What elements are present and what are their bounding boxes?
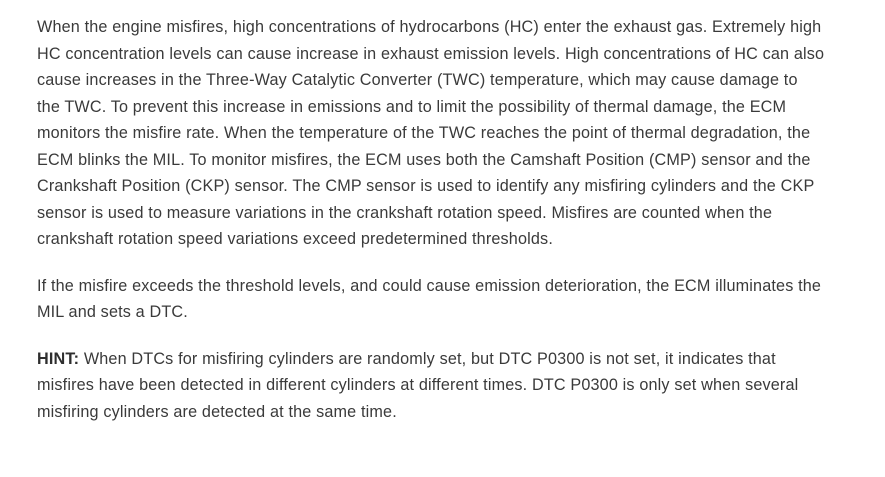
hint-label: HINT: xyxy=(37,349,80,368)
paragraph-hint xyxy=(37,346,825,426)
paragraph-threshold-dtc: If the misfire exceeds the threshold levels, and could cause emission deterioration, the ECM illuminates the MIL and sets a DTC. xyxy=(37,276,822,321)
hint-text: When DTCs for misfiring cylinders are randomly set, but DTC P0300 is not set, it indicates that misfires have been detected in different cylinders at different times. DTC P0300 is only set when several misfiring cylinders are detected at the same time. xyxy=(37,349,799,421)
paragraph-misfire-overview: When the engine misfires, high concentrations of hydrocarbons (HC) enter the exhaust gas. Extremely high HC concentration levels can cause increase in exhaust emission levels. High concentrations of HC can also cause increases in the Three-Way Catalytic Converter (TWC) temperature, which may cause damage to the TWC. To prevent this increase in emissions and to limit the possibility of thermal damage, the ECM monitors the misfire rate. When the temperature of the TWC reaches the point of thermal degradation, the ECM blinks the MIL. To monitor misfires, the ECM uses both the Camshaft Position (CMP) sensor and the Crankshaft Position (CKP) sensor. The CMP sensor is used to identify any misfiring cylinders and the CKP sensor is used to measure variations in the crankshaft rotation speed. Misfires are counted when the crankshaft rotation speed variations exceed predetermined thresholds. xyxy=(37,18,825,248)
